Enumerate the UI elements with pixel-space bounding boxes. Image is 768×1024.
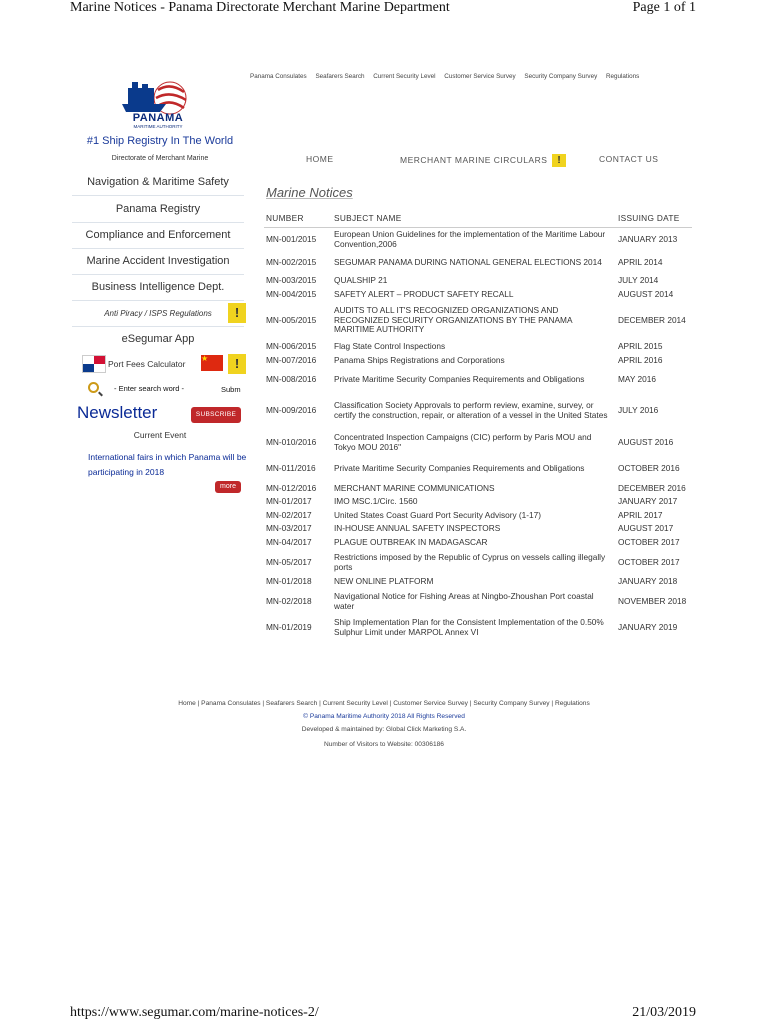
table-row [264, 228, 692, 252]
print-date: 21/03/2019 [632, 1005, 696, 1020]
column-header-subject: SUBJECT NAME [332, 208, 616, 228]
column-header-number: NUMBER [264, 208, 332, 228]
notice-date: MAY 2016 [618, 373, 656, 384]
top-links [250, 73, 646, 80]
print-page-number: Page 1 of 1 [632, 0, 696, 15]
sidebar-item-marine-accident-investigation[interactable]: Marine Accident Investigation [72, 249, 244, 275]
search-input[interactable]: - Enter search word - [114, 384, 185, 393]
table-row [264, 523, 692, 536]
column-header-date: ISSUING DATE [616, 208, 692, 228]
table-row [264, 496, 692, 509]
toplink-customer-service-survey[interactable]: Customer Service Survey [444, 73, 516, 80]
table-row [264, 509, 692, 523]
footer-links[interactable]: Home | Panama Consulates | Seafarers Search | Current Security Level | Customer Service Survey | Security Company Survey | Regulations [178, 700, 590, 707]
sidebar-item-esegumar-app[interactable]: eSegumar App [121, 333, 195, 345]
notice-number: MN-007/2016 [266, 354, 317, 365]
notice-date: JANUARY 2018 [618, 576, 678, 587]
table-header-row [264, 208, 692, 228]
table-row [264, 392, 692, 430]
warning-icon [552, 154, 566, 167]
newsletter-heading: Newsletter [77, 403, 158, 422]
notice-subject-link[interactable]: AUDITS TO ALL IT'S RECOGNIZED ORGANIZATIONS AND RECOGNIZED SECURITY ORGANIZATIONS BY THE PANAMA MARITIME AUTHORITY [334, 304, 573, 335]
notice-subject-link[interactable]: United States Coast Guard Port Security Advisory (1-17) [334, 509, 542, 520]
notice-number: MN-010/2016 [266, 436, 317, 447]
panama-maritime-logo[interactable] [118, 78, 198, 130]
notice-number: MN-003/2015 [266, 274, 317, 285]
notice-number: MN-004/2015 [266, 288, 317, 299]
search-submit-button[interactable]: Subm [221, 385, 241, 394]
notice-number: MN-008/2016 [266, 373, 317, 384]
table-row [264, 288, 692, 302]
notice-subject-link[interactable]: IN-HOUSE ANNUAL SAFETY INSPECTORS [334, 523, 501, 534]
notice-number: MN-005/2015 [266, 314, 317, 325]
notice-subject-link[interactable]: Private Maritime Security Companies Requirements and Obligations [334, 462, 585, 473]
notice-date: APRIL 2014 [618, 256, 663, 267]
notice-date: JULY 2014 [618, 274, 659, 285]
notice-date: APRIL 2017 [618, 509, 663, 520]
table-row [264, 536, 692, 550]
footer-copyright: © Panama Maritime Authority 2018 All Rights Reserved [303, 713, 465, 720]
sidebar-item-compliance-enforcement[interactable]: Compliance and Enforcement [72, 223, 244, 249]
table-row [264, 576, 692, 589]
marine-notices-table [264, 208, 692, 641]
notice-subject-link[interactable]: QUALSHIP 21 [334, 274, 388, 285]
notice-subject-link[interactable]: Private Maritime Security Companies Requirements and Obligations [334, 373, 585, 384]
notice-subject-link[interactable]: IMO MSC.1/Circ. 1560 [334, 496, 418, 507]
notice-date: OCTOBER 2016 [618, 462, 680, 473]
notice-subject-link[interactable]: Ship Implementation Plan for the Consistent Implementation of the 0.50% Sulphur Limit under MARPOL Annex VI [334, 616, 604, 637]
notice-subject-link[interactable]: Panama Ships Registrations and Corporations [334, 354, 505, 365]
notice-date: AUGUST 2016 [618, 436, 674, 447]
notice-number: MN-02/2018 [266, 595, 312, 606]
notice-date: AUGUST 2017 [618, 523, 674, 534]
notice-date: JANUARY 2019 [618, 621, 678, 632]
nav-contact-us[interactable]: CONTACT US [599, 154, 659, 164]
notice-number: MN-002/2015 [266, 256, 317, 267]
more-button[interactable]: more [215, 481, 241, 493]
nav-circulars-label: MERCHANT MARINE CIRCULARS [400, 154, 548, 165]
sidebar-item-business-intelligence[interactable]: Business Intelligence Dept. [72, 275, 244, 301]
directorate-label: Directorate of Merchant Marine [111, 155, 209, 162]
notice-date: OCTOBER 2017 [618, 556, 680, 567]
logo-text: PANAMA [132, 112, 184, 124]
current-event-link[interactable]: International fairs in which Panama will be participating in 2018 [88, 452, 247, 477]
table-row [264, 550, 692, 576]
china-flag-icon: ★ [201, 355, 223, 371]
print-url: https://www.segumar.com/marine-notices-2/ [70, 1005, 319, 1020]
search-icon[interactable] [88, 382, 99, 393]
table-row [264, 615, 692, 641]
notice-number: MN-001/2015 [266, 233, 317, 244]
table-row [264, 482, 692, 496]
table-row [264, 456, 692, 482]
notice-number: MN-011/2016 [266, 462, 316, 473]
sidebar-item-panama-registry[interactable]: Panama Registry [72, 197, 244, 223]
notice-date: NOVEMBER 2018 [618, 595, 687, 606]
notice-number: MN-03/2017 [266, 523, 312, 534]
logo-subtext: MARITIME AUTHORITY [133, 124, 183, 129]
notice-subject-link[interactable]: NEW ONLINE PLATFORM [334, 576, 434, 587]
notice-subject-link[interactable]: European Union Guidelines for the implementation of the Maritime Labour Convention,2006 [334, 228, 606, 249]
port-fees-calculator-link[interactable]: Port Fees Calculator [108, 359, 186, 369]
table-row [264, 252, 692, 274]
notice-number: MN-05/2017 [266, 556, 312, 567]
current-event-label: Current Event [133, 430, 187, 440]
notice-date: APRIL 2015 [618, 340, 663, 351]
notice-number: MN-02/2017 [266, 509, 312, 520]
tagline: #1 Ship Registry In The World [86, 135, 234, 147]
toplink-current-security-level[interactable]: Current Security Level [373, 73, 436, 80]
table-row [264, 368, 692, 392]
notice-number: MN-01/2018 [266, 576, 312, 587]
notice-subject-link[interactable]: Concentrated Inspection Campaigns (CIC) perform by Paris MOU and Tokyo MOU 2016" [334, 431, 592, 452]
notice-date: APRIL 2016 [618, 354, 663, 365]
notice-date: DECEMBER 2016 [618, 482, 686, 493]
notice-subject-link[interactable]: SAFETY ALERT – PRODUCT SAFETY RECALL [334, 288, 514, 299]
search-box [88, 382, 244, 398]
panama-flag-icon [82, 355, 106, 373]
notice-date: DECEMBER 2014 [618, 314, 686, 325]
notice-date: JANUARY 2013 [618, 233, 678, 244]
nav-merchant-marine-circulars[interactable] [400, 154, 566, 167]
notice-number: MN-01/2017 [266, 496, 312, 507]
table-row [264, 430, 692, 456]
notice-number: MN-01/2019 [266, 621, 312, 632]
notice-date: JANUARY 2017 [618, 496, 678, 507]
table-row [264, 274, 692, 288]
subscribe-button[interactable]: SUBSCRIBE [191, 407, 241, 423]
notice-subject-link[interactable]: Restrictions imposed by the Republic of Cyprus on vessels calling illegally ports [334, 551, 606, 572]
warning-icon: ! [228, 354, 246, 374]
notice-date: OCTOBER 2017 [618, 536, 680, 547]
toplink-seafarers-search[interactable]: Seafarers Search [315, 73, 365, 80]
warning-icon: ! [228, 303, 246, 323]
visitor-counter: Number of Visitors to Website: 00306186 [324, 741, 444, 748]
toplink-panama-consulates[interactable]: Panama Consulates [250, 73, 307, 80]
sidebar-item-navigation-maritime-safety[interactable]: Navigation & Maritime Safety [72, 170, 244, 196]
sidebar-item-anti-piracy[interactable] [72, 301, 244, 327]
toplink-security-company-survey[interactable]: Security Company Survey [524, 73, 598, 80]
table-row [264, 589, 692, 615]
notice-number: MN-012/2016 [266, 482, 317, 493]
notice-number: MN-04/2017 [266, 536, 312, 547]
footer-developer: Developed & maintained by: Global Click Marketing S.A. [301, 726, 467, 733]
notice-date: JULY 2016 [618, 404, 659, 415]
page-title: Marine Notices [266, 185, 353, 200]
nav-home[interactable]: HOME [306, 154, 334, 164]
table-row [264, 354, 692, 368]
notice-subject-link[interactable]: Navigational Notice for Fishing Areas at Ningbo-Zhoushan Port coastal water [334, 590, 594, 611]
toplink-regulations[interactable]: Regulations [605, 73, 640, 80]
notice-subject-link[interactable]: PLAGUE OUTBREAK IN MADAGASCAR [334, 536, 488, 547]
print-header [70, 0, 696, 18]
notice-subject-link[interactable]: MERCHANT MARINE COMMUNICATIONS [334, 482, 495, 493]
notice-subject-link[interactable]: SEGUMAR PANAMA DURING NATIONAL GENERAL ELECTIONS 2014 [334, 256, 602, 267]
notice-number: MN-009/2016 [266, 404, 317, 415]
table-row [264, 302, 692, 340]
notice-subject-link[interactable]: Flag State Control Inspections [334, 340, 446, 351]
notice-date: AUGUST 2014 [618, 288, 674, 299]
anti-piracy-label: Anti Piracy / ISPS Regulations [104, 309, 212, 318]
notice-subject-link[interactable]: Classification Society Approvals to perform review, examine, survey, or certify the construction, repair, or alteration of a vessel in the United States [334, 399, 608, 420]
print-footer [70, 1005, 696, 1023]
table-row [264, 340, 692, 354]
notice-number: MN-006/2015 [266, 340, 317, 351]
print-title: Marine Notices - Panama Directorate Merchant Marine Department [70, 0, 450, 15]
